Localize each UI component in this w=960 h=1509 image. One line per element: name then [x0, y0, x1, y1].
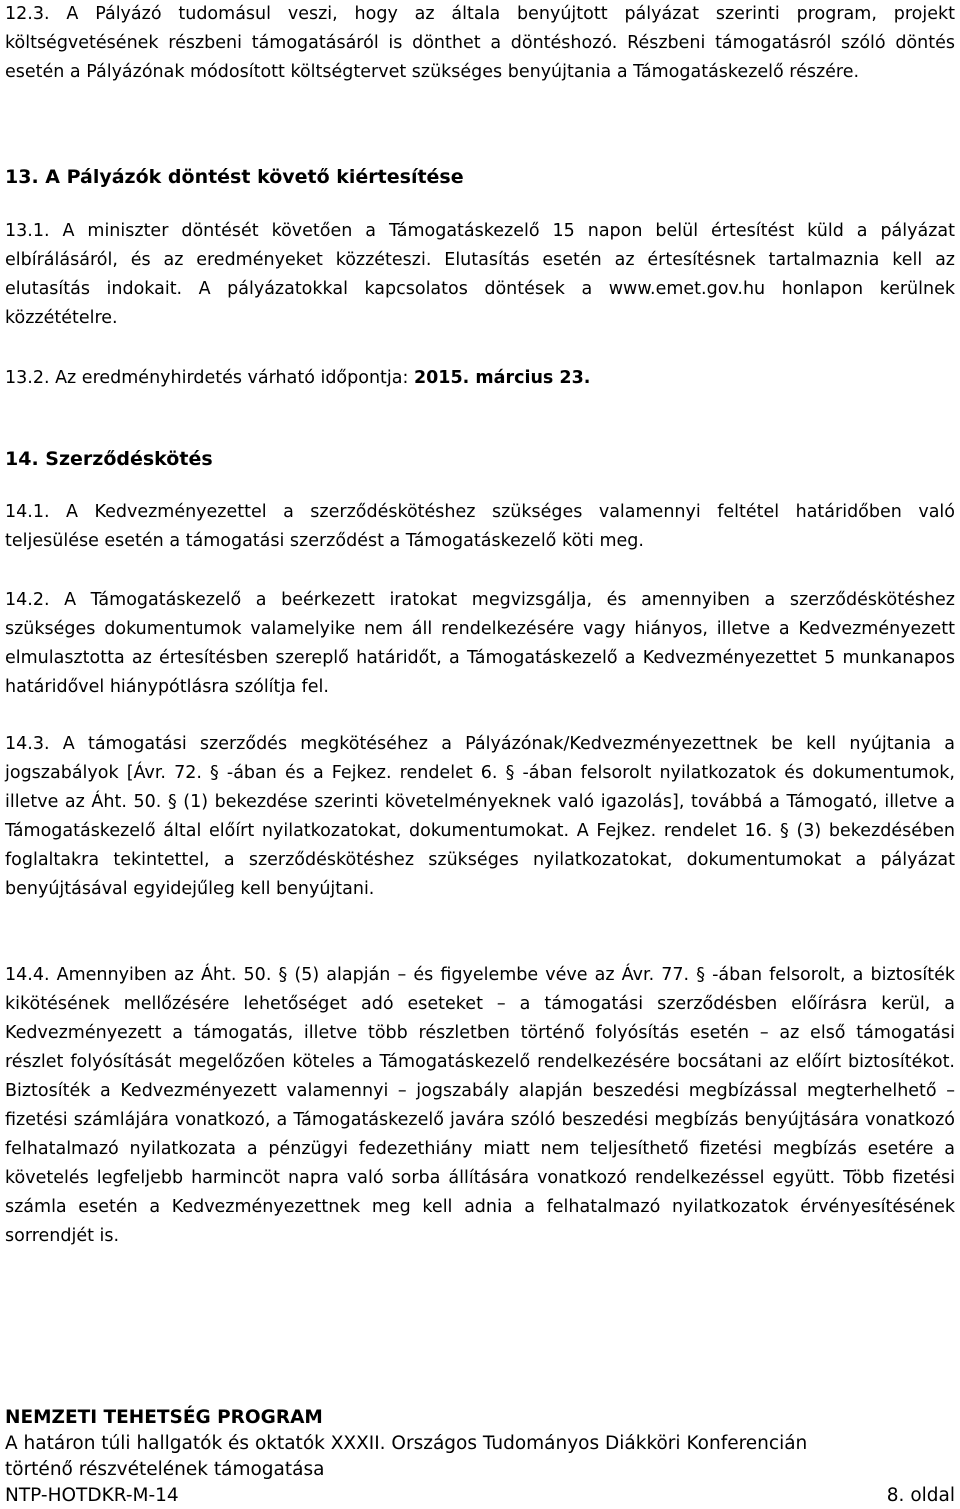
page-number: 8. oldal — [886, 1485, 955, 1506]
announcement-date: 2015. március 23. — [413, 368, 591, 388]
paragraph-14-1: 14.1. A Kedvezményezettel a szerződéskötéshez szükséges valamennyi feltétel határidőben való teljesülése esetén a támogatási szerződést a Támogatáskezelő köti meg. — [5, 502, 955, 551]
paragraph-13-1: 13.1. A miniszter döntését követően a Támogatáskezelő 15 napon belül értesítést küld a pályázat elbírálásáról, és az eredményeket közzéteszi. Elutasítás esetén az értesítésnek tartalmaznia kell az elutasítás indokait. A pályázatokkal kapcsolatos döntések a www.emet.gov.hu honlapon kerülnek közzétételre. — [5, 221, 955, 328]
footer — [5, 1405, 955, 1509]
footer-bottom-row — [5, 1483, 955, 1509]
paragraph-13-2-text: 13.2. Az eredményhirdetés várható időpontja: — [5, 368, 414, 388]
paragraph-14-3: 14.3. A támogatási szerződés megkötéséhez a Pályázónak/Kedvezményezettnek be kell nyújtania a jogszabályok [Ávr. 72. § -ában és a Fejkez. rendelet 6. § -ában felsorolt nyilatkozatok és dokumentumok, illetve az Áht. 50. § (1) bekezdése szerinti követelményeknek való igazolás], továbbá a Támogató, illetve a Támogatáskezelő által előírt nyilatkozatokat, dokumentumokat. A Fejkez. rendelet 16. § (3) bekezdésében foglaltakra tekintettel, a szerződéskötéshez szükséges nyilatkozatokat, dokumentumokat a pályázat benyújtásával egyidejűleg kell benyújtani. — [5, 734, 955, 899]
paragraph-14-4: 14.4. Amennyiben az Áht. 50. § (5) alapján – és figyelembe véve az Ávr. 77. § -ában felsorolt, a biztosíték kikötésének mellőzésére lehetőséget adó eseteket – a támogatási szerződésben előírásra kerül, a Kedvezményezett a támogatás, illetve több részletben történő folyósítás esetén – az első támogatási részlet folyósítását megelőzően köteles a Támogatáskezelő rendelkezésére bocsátani az előírt biztosítékot. Biztosíték a Kedvezményezett valamennyi – jogszabály alapján beszedési megbízással megterhelhető – fizetési számlájára vonatkozó, a Támogatáskezelő javára szóló beszedési megbízás benyújtására vonatkozó felhatalmazó nyilatkozata a pénzügyi fedezethiány miatt nem teljesíthető fizetési megbízás esetére a követelés legfeljebb harmincöt napra való sorba állítására vonatkozó rendelkezéssel együtt. Több fizetési számla esetén a Kedvezményezettnek meg kell adnia a felhatalmazó nyilatkozatok érvényesítésének sorrendjét is. — [5, 965, 955, 1246]
paragraph-13-2 — [5, 364, 955, 393]
heading-13: 13. A Pályázók döntést követő kiértesítése — [5, 166, 464, 188]
footer-line-2: történő részvételének támogatása — [5, 1459, 325, 1480]
footer-program-title: NEMZETI TEHETSÉG PROGRAM — [5, 1407, 323, 1428]
footer-code: NTP-HOTDKR-M-14 — [5, 1485, 179, 1506]
heading-14: 14. Szerződéskötés — [5, 448, 213, 470]
paragraph-12-3: 12.3. A Pályázó tudomásul veszi, hogy az általa benyújtott pályázat szerinti program, projekt költségvetésének részbeni támogatásáról is dönthet a döntéshozó. Részbeni támogatásról szóló döntés esetén a Pályázónak módosított költségtervet szükséges benyújtania a Támogatáskezelő részére. — [5, 4, 955, 82]
paragraph-14-2: 14.2. A Támogatáskezelő a beérkezett iratokat megvizsgálja, és amennyiben a szerződéskötéshez szükséges dokumentumok valamelyike nem áll rendelkezésére vagy hiányos, illetve a Kedvezményezett elmulasztotta az értesítésben szereplő határidőt, a Támogatáskezelő a Kedvezményezettet 5 munkanapos határidővel hiánypótlásra szólítja fel. — [5, 590, 955, 697]
footer-line-1: A határon túli hallgatók és oktatók XXXII. Országos Tudományos Diákköri Konferencián — [5, 1433, 808, 1454]
